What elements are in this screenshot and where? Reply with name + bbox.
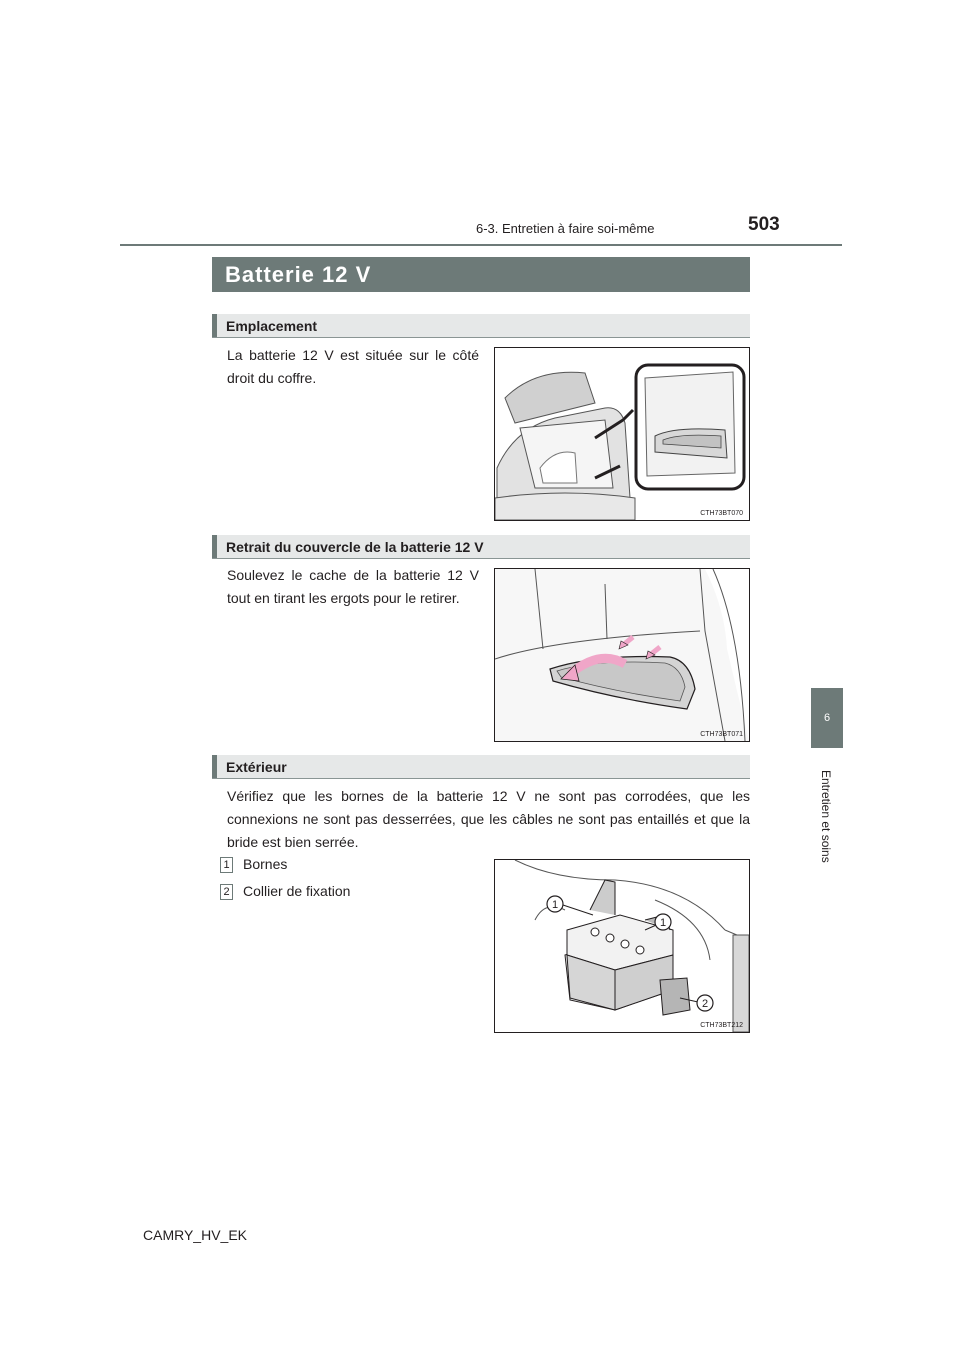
section-heading-exterieur: Extérieur (212, 755, 750, 779)
section-text-emplacement: La batterie 12 V est située sur le côté droit du coffre. (227, 347, 479, 386)
figure-trunk-location (494, 347, 750, 521)
figure-cover-removal (494, 568, 750, 742)
battery-illustration (495, 860, 749, 1032)
figure-code: CTH73BT070 (700, 510, 743, 517)
section-breadcrumb: 6-3. Entretien à faire soi-même (476, 221, 655, 236)
callout-1b-label: 1 (659, 917, 667, 929)
trunk-illustration (495, 348, 749, 520)
chapter-title: Entretien et soins (819, 770, 833, 863)
legend-label-collier: Collier de fixation (243, 883, 351, 899)
chapter-tab: 6 (811, 688, 843, 748)
callout-2-label: 2 (701, 998, 709, 1010)
header-rule (120, 244, 842, 246)
callout-1a-label: 1 (551, 899, 559, 911)
page-number: 503 (748, 214, 780, 235)
footer-model-code: CAMRY_HV_EK (143, 1227, 248, 1243)
section-text-exterieur: Vérifiez que les bornes de la batterie 12 V ne sont pas corrodées, que les connexions ne sont pas desserrées, que les câbles ne sont pas entaillés et que la bride est bien serrée. (227, 788, 750, 850)
section-heading-emplacement: Emplacement (212, 314, 750, 338)
legend-number-2: 2 (220, 884, 233, 900)
figure-code: CTH73BT071 (700, 731, 743, 738)
figure-code: CTH73BT212 (700, 1022, 743, 1029)
legend-label-bornes: Bornes (243, 856, 288, 872)
section-heading-retrait: Retrait du couvercle de la batterie 12 V (212, 535, 750, 559)
figure-battery-exterior (494, 859, 750, 1033)
cover-removal-illustration (495, 569, 749, 741)
section-text-retrait: Soulevez le cache de la batterie 12 V tout en tirant les ergots pour le retirer. (227, 567, 479, 606)
legend-number-1: 1 (220, 857, 233, 873)
page-title: Batterie 12 V (212, 257, 750, 292)
